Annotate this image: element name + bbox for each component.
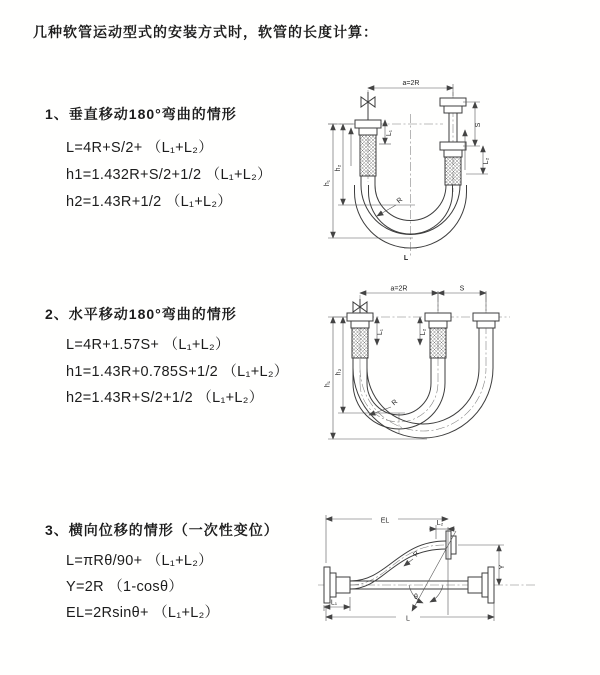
dim-label-y: Y	[499, 564, 506, 570]
flange	[468, 577, 482, 593]
dim-label-s: S	[475, 122, 482, 128]
dimension-s	[438, 286, 486, 294]
dimension-a2r	[368, 80, 453, 96]
section-2-formula-h2: h2=1.43R+S/2+1/2 （L₁+L₂）	[66, 390, 264, 406]
dim-label-el: EL	[380, 517, 390, 525]
dim-label-a2r: a=2R	[390, 285, 408, 293]
dimension-a2r	[360, 286, 486, 312]
dim-label-r: R	[390, 398, 400, 408]
flange	[351, 321, 369, 328]
radius-leader	[377, 205, 396, 216]
dim-label-r: R	[412, 550, 422, 559]
dim-label-s: S	[459, 285, 465, 293]
flange	[347, 313, 373, 321]
dim-label-l1: L₁	[330, 599, 338, 607]
flange	[477, 321, 495, 328]
section-1-formula-h1: h1=1.432R+S/2+1/2 （L₁+L₂）	[66, 167, 272, 183]
dim-label-l: L	[403, 255, 409, 262]
flange	[440, 98, 466, 106]
flange	[473, 313, 499, 321]
dimension-l1	[377, 317, 384, 345]
flange	[444, 150, 462, 157]
flange	[440, 142, 466, 150]
dim-label-l2: L₂	[436, 520, 444, 527]
braided-hose-section	[445, 157, 461, 185]
flange	[482, 573, 488, 597]
dimension-l2	[466, 146, 490, 174]
dim-label-h2: h₂	[335, 368, 343, 376]
hose-u-bend	[353, 328, 493, 438]
flange	[330, 573, 336, 597]
diagram-vertical-180	[303, 70, 595, 262]
section-3-formula-L: L=πRθ/90+ （L₁+L₂）	[66, 553, 213, 569]
section-2-formula-h1: h1=1.43R+0.785S+1/2 （L₁+L₂）	[66, 364, 289, 380]
centerline	[360, 368, 486, 431]
dim-label-l1: L₁	[386, 129, 393, 137]
dimension-s	[463, 102, 482, 146]
section-1-formula-L: L=4R+S/2+ （L₁+L₂）	[66, 140, 214, 156]
flange	[355, 120, 381, 128]
flange	[444, 106, 462, 113]
diagram-horizontal-180	[305, 283, 595, 465]
dimension-h1-h2	[325, 317, 428, 439]
dim-label-h1: h₁	[324, 179, 331, 187]
section-3-formula-Y: Y=2R （1-cosθ）	[66, 579, 184, 595]
dim-label-a2r: a=2R	[402, 80, 420, 87]
section-2-heading: 2、水平移动180°弯曲的情形	[45, 306, 237, 322]
dim-label-l1: L₁	[377, 328, 384, 336]
dim-label-r: R	[395, 196, 405, 206]
dim-label-theta: θ	[414, 594, 418, 601]
dimension-l	[326, 603, 494, 623]
section-3-formula-EL: EL=2Rsinθ+ （L₁+L₂）	[66, 605, 220, 621]
flange	[324, 567, 330, 603]
dim-label-l2: L₂	[420, 328, 427, 336]
section-1-formula-h2: h2=1.43R+1/2 （L₁+L₂）	[66, 194, 233, 210]
braided-hose-section	[360, 135, 376, 176]
flange	[429, 321, 447, 328]
dim-label-l: L	[406, 615, 410, 623]
dim-label-h1: h₁	[324, 380, 332, 388]
braided-hose-section	[430, 328, 446, 358]
flange	[488, 567, 494, 603]
flange	[359, 128, 377, 135]
page-title: 几种软管运动型式的安装方式时，软管的长度计算：	[33, 24, 378, 40]
dim-label-h2: h₂	[335, 164, 342, 172]
section-3-heading: 3、横向位移的情形（一次性变位）	[45, 522, 279, 538]
dimension-el	[326, 515, 448, 615]
section-2-formula-L: L=4R+1.57S+ （L₁+L₂）	[66, 337, 230, 353]
dim-label-l2: L₂	[483, 157, 490, 165]
section-1-heading: 1、垂直移动180°弯曲的情形	[45, 106, 237, 122]
flange	[336, 577, 350, 593]
braided-hose-section	[352, 328, 368, 358]
diagram-lateral-displacement	[296, 505, 598, 665]
flange	[425, 313, 451, 321]
